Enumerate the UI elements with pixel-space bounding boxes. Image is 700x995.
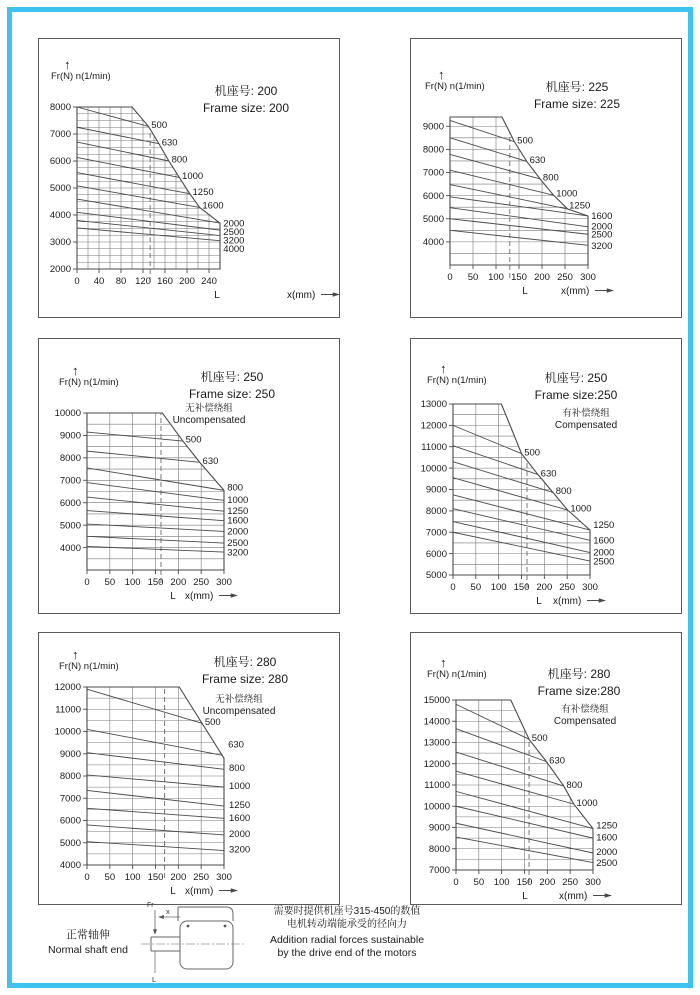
chart-title-cn: 机座号: 225: [545, 80, 609, 94]
chart-panel-frame-size-200: [38, 38, 340, 318]
y-tick-label: 8000: [49, 102, 71, 114]
x-tick-label: 100: [124, 577, 141, 588]
y-tick-label: 11000: [424, 780, 450, 792]
series-label-2000: 2000: [596, 846, 618, 858]
series-line-3200: [77, 220, 220, 235]
y-tick-label: 12000: [420, 420, 447, 432]
chart-frame-size-280: [39, 633, 339, 904]
x-tick-label: 160: [157, 276, 173, 287]
note-en-line2: by the drive end of the motors: [277, 947, 417, 959]
y-tick-label: 3000: [49, 237, 71, 249]
x-axis-label-xmm: x(mm): [185, 886, 214, 897]
up-arrow-icon: ↑: [72, 363, 79, 378]
y-tick-label: 11000: [55, 704, 81, 716]
x-tick-label: 50: [473, 877, 485, 888]
series-label-3200: 3200: [227, 547, 249, 559]
y-tick-label: 6000: [425, 548, 447, 560]
up-arrow-icon: ↑: [64, 57, 71, 72]
x-tick-label: 250: [559, 582, 576, 593]
axis-ticks: [73, 107, 209, 273]
x-tick-label: 50: [470, 582, 482, 593]
chart-subtitle-cn: 有补偿绕组: [561, 704, 609, 715]
chart-subtitle-en: Compensated: [553, 716, 617, 727]
series-label-1000: 1000: [570, 503, 592, 515]
series-label-500: 500: [517, 135, 534, 147]
chart-title-en: Frame size:280: [537, 684, 621, 698]
series-label-1250: 1250: [227, 506, 249, 518]
chart-subtitle-cn: 无补偿绕组: [185, 403, 233, 414]
y-tick-label: 4000: [59, 542, 81, 554]
note-en-line1: Addition radial forces sustainable: [269, 934, 425, 946]
note-cn-line1: 需要时提供机座号315-450的数值: [273, 906, 421, 917]
x-tick-label: 150: [516, 877, 533, 888]
y-tick-label: 5000: [49, 183, 71, 195]
chart-panel-frame-size-250: [410, 338, 682, 614]
bolt-left: [187, 925, 190, 928]
x-tick-label: 150: [147, 577, 164, 588]
y-tick-label: 9000: [59, 430, 81, 442]
motor-top-cover: [178, 907, 233, 921]
x-tick-label: 0: [450, 582, 456, 593]
motor-drawing: [138, 896, 248, 986]
x-tick-label: 200: [536, 582, 553, 593]
x-axis-label-xmm: x(mm): [559, 891, 588, 902]
series-label-3200: 3200: [223, 235, 245, 247]
chart-frame-size-225: [411, 39, 681, 317]
x-tick-label: 40: [93, 276, 105, 287]
x-tick-label: 250: [562, 877, 579, 888]
x-tick-label: 200: [170, 577, 187, 588]
y-tick-label: 5000: [422, 213, 444, 225]
chart-title-cn: 机座号: 250: [544, 371, 608, 385]
y-tick-label: 7000: [59, 475, 81, 487]
series-line-1600: [77, 186, 200, 208]
series-label-1250: 1250: [569, 200, 591, 212]
series-label-1250: 1250: [593, 520, 615, 532]
x-tick-label: 150: [147, 872, 164, 883]
y-tick-label: 8000: [59, 771, 81, 783]
series-label-500: 500: [185, 434, 202, 446]
series-label-630: 630: [549, 755, 566, 767]
chart-frame-size-280: [411, 633, 681, 904]
series-label-500: 500: [204, 716, 221, 728]
x-tick-label: 0: [74, 276, 80, 287]
chart-title-en: Frame size:250: [534, 388, 618, 402]
x-axis-label-l: L: [522, 891, 528, 902]
series-label-800: 800: [171, 154, 188, 166]
series-label-3200: 3200: [229, 844, 251, 856]
x-tick-label: 200: [170, 872, 187, 883]
axis-ticks: [83, 413, 224, 574]
up-arrow-icon: ↑: [440, 361, 447, 376]
series-label-800: 800: [227, 482, 244, 494]
up-arrow-icon: ↑: [440, 655, 447, 670]
series-label-800: 800: [542, 172, 559, 184]
chart-panel-frame-size-250: [38, 338, 340, 614]
series-line-630: [87, 451, 200, 462]
chart-subtitle-cn: 有补偿绕组: [562, 408, 610, 419]
series-line-500: [456, 704, 529, 739]
series-label-2500: 2500: [596, 857, 618, 869]
series-label-500: 500: [524, 447, 541, 459]
y-tick-label: 9000: [59, 748, 81, 760]
series-line-500: [87, 432, 183, 441]
series-line-800: [453, 462, 553, 493]
x-axis-label-xmm: x(mm): [287, 290, 316, 301]
x-axis-label-l: L: [536, 596, 542, 607]
series-line-630: [77, 127, 159, 143]
series-label-2500: 2500: [223, 227, 245, 239]
x-tick-label: 250: [193, 577, 210, 588]
x-tick-label: 300: [216, 577, 232, 588]
chart-title-cn: 机座号: 280: [213, 655, 277, 669]
y-tick-label: 6000: [422, 190, 444, 202]
x-tick-label: 100: [488, 272, 504, 283]
y-tick-label: 14000: [423, 716, 450, 728]
series-label-500: 500: [151, 120, 168, 132]
chart-subtitle-cn: 无补偿绕组: [215, 694, 263, 705]
chart-title-en: Frame size: 250: [188, 387, 276, 401]
y-tick-label: 8000: [59, 453, 81, 465]
chart-title-cn: 机座号: 200: [214, 84, 278, 98]
x-tick-label: 100: [493, 877, 510, 888]
series-label-1600: 1600: [591, 210, 613, 222]
length-label: L: [152, 975, 157, 984]
series-label-2000: 2000: [229, 828, 251, 840]
up-arrow-icon: ↑: [72, 647, 79, 662]
y-tick-label: 7000: [422, 167, 444, 179]
y-tick-label: 7000: [49, 129, 71, 141]
y-tick-label: 4000: [59, 860, 81, 872]
y-tick-label: 5000: [425, 570, 447, 582]
x-tick-label: 300: [582, 582, 598, 593]
series-label-3200: 3200: [591, 240, 613, 252]
series-label-630: 630: [529, 155, 546, 167]
y-tick-label: 10000: [420, 463, 447, 475]
series-line-500: [87, 689, 202, 723]
x-tick-label: 50: [104, 577, 116, 588]
y-tick-label: 6000: [59, 815, 81, 827]
chart-frame-size-250: [39, 339, 339, 613]
series-label-630: 630: [228, 739, 244, 751]
x-tick-label: 120: [135, 276, 151, 287]
y-tick-label: 7000: [59, 793, 81, 805]
series-label-1000: 1000: [227, 495, 249, 507]
y-tick-label: 4000: [422, 237, 444, 249]
x-tick-label: 0: [447, 272, 453, 283]
series-label-1000: 1000: [182, 170, 204, 182]
note-cn-line2: 电机转动端能承受的径向力: [287, 919, 407, 930]
series-line-4000: [77, 228, 220, 241]
x-tick-label: 200: [179, 276, 195, 287]
normal-shaft-end-label: [26, 928, 150, 957]
chart-title-en: Frame size: 280: [201, 672, 289, 686]
up-arrow-icon: ↑: [438, 67, 445, 82]
y-axis-legend-text: Fr(N) n(1/min): [427, 669, 487, 680]
x-axis-label-xmm: x(mm): [553, 596, 582, 607]
x-axis-label-l: L: [522, 286, 528, 297]
series-label-1600: 1600: [202, 200, 224, 212]
distance-label: x: [166, 907, 170, 916]
y-tick-label: 10000: [54, 726, 81, 738]
y-tick-label: 13000: [423, 737, 450, 749]
chart-title-cn: 机座号: 280: [547, 667, 611, 681]
y-tick-label: 12000: [54, 682, 81, 694]
series-line-1000: [453, 478, 568, 510]
y-axis-legend-text: Fr(N) n(1/min): [425, 81, 485, 92]
y-tick-label: 6000: [49, 156, 71, 168]
chart-panel-frame-size-280: [410, 632, 682, 905]
bolt-right: [224, 925, 227, 928]
y-tick-label: 13000: [420, 399, 447, 411]
x-axis-label-xmm: x(mm): [185, 591, 214, 602]
y-tick-label: 9000: [422, 121, 444, 133]
series-label-1250: 1250: [229, 799, 251, 811]
series-line-800: [77, 142, 169, 161]
y-tick-label: 8000: [425, 506, 447, 518]
x-tick-label: 0: [84, 577, 90, 588]
series-label-2500: 2500: [591, 229, 613, 241]
series-label-630: 630: [202, 455, 219, 467]
x-tick-label: 150: [511, 272, 527, 283]
x-axis-label-l: L: [214, 290, 220, 301]
x-tick-label: 200: [534, 272, 550, 283]
x-axis-label-l: L: [170, 591, 176, 602]
shaft-label-cn: 正常轴伸: [66, 929, 110, 941]
y-tick-label: 11000: [421, 441, 447, 453]
x-axis-label-l: L: [170, 886, 176, 897]
x-tick-label: 250: [193, 872, 210, 883]
y-tick-label: 15000: [423, 695, 450, 707]
series-label-2500: 2500: [593, 556, 615, 568]
series-label-630: 630: [161, 137, 178, 149]
series-label-1000: 1000: [556, 188, 578, 200]
chart-subtitle-en: Uncompensated: [202, 706, 276, 717]
series-label-2000: 2000: [593, 547, 615, 559]
y-tick-label: 7000: [425, 527, 447, 539]
chart-panel-frame-size-225: [410, 38, 682, 318]
x-tick-label: 150: [513, 582, 530, 593]
x-tick-label: 300: [585, 877, 601, 888]
y-tick-label: 10000: [54, 408, 81, 420]
series-label-2500: 2500: [227, 538, 249, 550]
series-label-1000: 1000: [229, 781, 251, 793]
y-tick-label: 5000: [59, 520, 81, 532]
chart-panel-frame-size-280: [38, 632, 340, 905]
chart-title-cn: 机座号: 250: [200, 370, 264, 384]
y-tick-label: 9000: [425, 484, 447, 496]
motor-body: [180, 921, 233, 969]
chart-subtitle-en: Uncompensated: [172, 415, 246, 426]
y-axis-legend-text: Fr(N) n(1/min): [427, 375, 487, 386]
y-tick-label: 5000: [59, 837, 81, 849]
x-tick-label: 50: [467, 272, 479, 283]
series-label-2000: 2000: [591, 221, 613, 233]
y-tick-label: 2000: [49, 264, 71, 276]
y-tick-label: 12000: [423, 758, 450, 770]
series-label-1250: 1250: [596, 820, 618, 832]
series-label-630: 630: [540, 468, 557, 480]
series-label-500: 500: [531, 733, 548, 745]
series-label-4000: 4000: [223, 243, 245, 255]
series-line-630: [87, 729, 222, 755]
chart-frame-size-250: [411, 339, 681, 613]
y-tick-label: 8000: [422, 144, 444, 156]
y-tick-label: 7000: [428, 865, 450, 877]
y-tick-label: 6000: [59, 497, 81, 509]
x-tick-label: 200: [539, 877, 556, 888]
chart-frame-size-200: [39, 39, 339, 317]
y-tick-label: 8000: [428, 843, 450, 855]
series-label-1250: 1250: [192, 186, 214, 198]
x-tick-label: 300: [216, 872, 232, 883]
y-axis-legend-text: Fr(N) n(1/min): [51, 71, 111, 82]
x-tick-label: 100: [490, 582, 507, 593]
chart-title-en: Frame size: 200: [202, 101, 290, 115]
series-label-800: 800: [566, 779, 583, 791]
shaft-label-en: Normal shaft end: [48, 944, 128, 956]
force-label: Fr: [147, 902, 154, 909]
y-tick-label: 4000: [49, 210, 71, 222]
chart-title-en: Frame size: 225: [533, 97, 621, 111]
x-tick-label: 240: [201, 276, 217, 287]
y-tick-label: 9000: [428, 822, 450, 834]
x-tick-label: 0: [84, 872, 90, 883]
chart-subtitle-en: Compensated: [554, 420, 618, 431]
series-label-2000: 2000: [227, 526, 249, 538]
series-label-1600: 1600: [229, 813, 251, 825]
series-label-800: 800: [555, 486, 572, 498]
grid: [87, 687, 224, 865]
x-axis-label-xmm: x(mm): [561, 286, 590, 297]
series-label-1000: 1000: [576, 797, 598, 809]
axis-ticks: [83, 687, 224, 869]
series-label-1600: 1600: [227, 515, 249, 527]
x-tick-label: 250: [557, 272, 573, 283]
series-label-2000: 2000: [223, 218, 245, 230]
x-tick-label: 80: [115, 276, 127, 287]
series-line-1000: [450, 170, 554, 195]
x-tick-label: 50: [104, 872, 116, 883]
y-tick-label: 10000: [423, 801, 450, 813]
y-axis-legend-text: Fr(N) n(1/min): [59, 661, 119, 672]
series-line-800: [450, 154, 540, 179]
series-line-2000: [77, 199, 220, 223]
series-label-1600: 1600: [593, 535, 615, 547]
radial-force-note: [236, 905, 458, 960]
series-label-800: 800: [229, 763, 245, 775]
x-tick-label: 300: [580, 272, 596, 283]
y-axis-legend-text: Fr(N) n(1/min): [59, 377, 119, 388]
x-tick-label: 100: [124, 872, 141, 883]
series-label-1600: 1600: [596, 832, 618, 844]
x-tick-label: 0: [453, 877, 459, 888]
